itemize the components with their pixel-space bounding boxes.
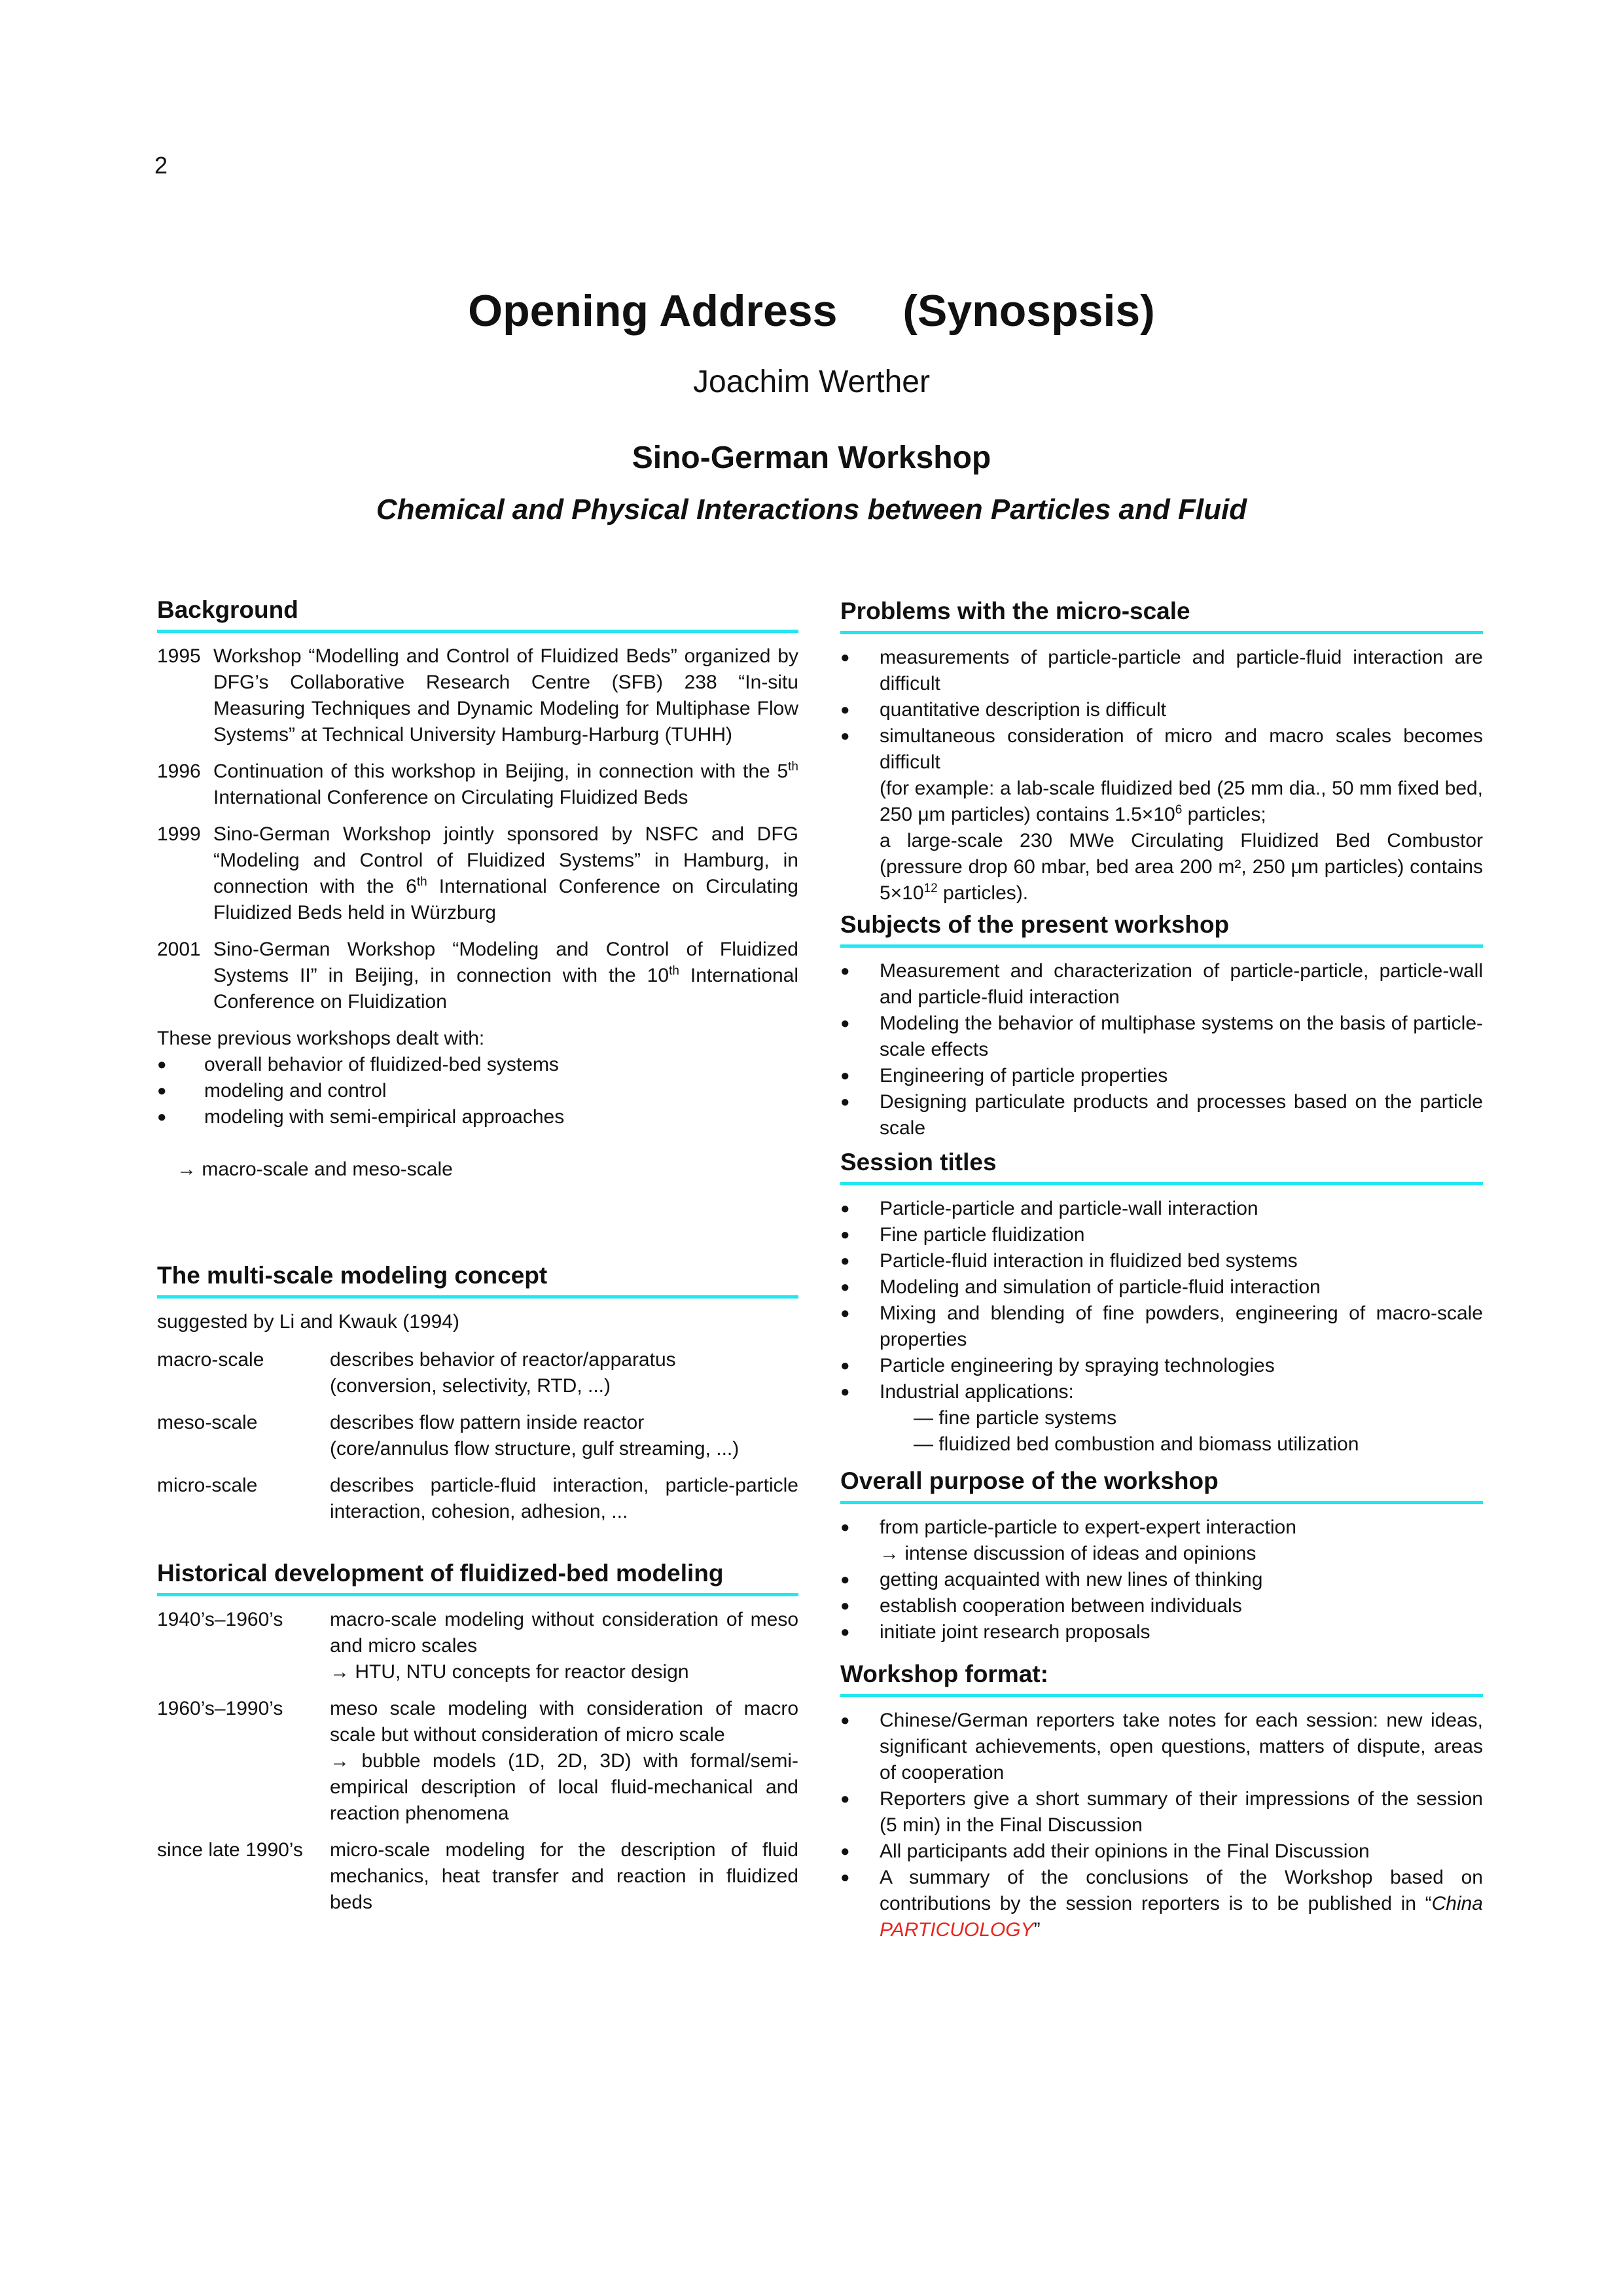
list-item: ● overall behavior of fluidized-bed systems (157, 1052, 798, 1078)
left-column (157, 596, 798, 1926)
list-item: ● Fine particle fluidization (840, 1222, 1483, 1248)
format-heading: Workshop format: (840, 1660, 1483, 1697)
list-item: ● Mixing and blending of fine powders, engineering of macro-scale properties (840, 1300, 1483, 1353)
history-period: 1960’s–1990’s (157, 1698, 283, 1719)
history-row: since late 1990’s micro-scale modeling for the description of fluid mechanics, heat transfer and reaction in fluidized beds (157, 1837, 798, 1916)
page-number: 2 (154, 152, 168, 179)
list-item: ● simultaneous consideration of micro and macro scales becomes difficult (for example: a lab-scale fluidized bed (25 mm dia., 50 mm fixed bed, 250 μm particles) contains $1.5\times 10^6$ particles; a large-scale 230 MWe Circulating Fluidized Bed Combustor (pressure drop 60 mbar, bed area 200 m², 250 μm particles) contains $5\times 10^{12}$ particles). (840, 723, 1483, 906)
journal-name: PARTICUOLOGY (880, 1919, 1034, 1941)
author: Joachim Werther (693, 365, 930, 399)
history-row: 1960’s–1990’s meso scale modeling with consideration of macro scale but without consideration of micro scale → bubble models (1D, 2D, 3D) with formal/semi-empirical description of local fluid-mechanical and reaction phenomena (157, 1696, 798, 1827)
background-heading: Background (157, 596, 798, 633)
history-period: since late 1990’s (157, 1839, 303, 1861)
workshop-title: Sino-German Workshop (632, 440, 991, 475)
title-paren: (Synospsis) (902, 286, 1155, 336)
workshop-theme: Chemical and Physical Interactions between Particles and Fluid (376, 493, 1247, 526)
entry-text: Continuation of this workshop in Beijing, in connection with the 5th International Conference on Circulating Fluidized Beds (213, 760, 798, 808)
list-item: ● establish cooperation between individuals (840, 1593, 1483, 1619)
page-title (0, 285, 1623, 336)
scale-term: meso-scale (157, 1412, 258, 1433)
purpose-list (840, 1515, 1483, 1645)
list-item: ● Industrial applications: (840, 1379, 1483, 1405)
list-item: ● Chinese/German reporters take notes for each session: new ideas, significant achievements, open questions, matters of dispute, areas of cooperation (840, 1708, 1483, 1786)
journal-prefix: China (1431, 1893, 1483, 1914)
subjects-list (840, 958, 1483, 1141)
sessions-list (840, 1196, 1483, 1405)
entry-text: Sino-German Workshop “Modeling and Control of Fluidized Systems II” in Beijing, in connection with the 10th International Conference on Fluidization (213, 939, 799, 1013)
list-item: ● modeling and control (157, 1078, 798, 1104)
entry-year: 1995 (157, 645, 201, 667)
problems-list (840, 645, 1483, 906)
title-main: Opening Address (468, 286, 838, 336)
entry-text: Sino-German Workshop jointly sponsored by NSFC and DFG “Modeling and Control of Fluidized Systems” in Hamburg, in connection with the 6th International Conference on Circulating Fluidized Beds held in Würzburg (213, 823, 798, 924)
list-item: ● Modeling and simulation of particle-fluid interaction (840, 1274, 1483, 1300)
list-item: ● from particle-particle to expert-expert interaction → intense discussion of ideas and opinions (840, 1515, 1483, 1567)
scale-row: macro-scale describes behavior of reactor/apparatus (conversion, selectivity, RTD, ...) (157, 1347, 798, 1399)
scale-term: micro-scale (157, 1475, 258, 1496)
list-item: ● modeling with semi-empirical approaches (157, 1104, 798, 1130)
list-item: ● Engineering of particle properties (840, 1063, 1483, 1089)
entry-year: 1999 (157, 823, 201, 845)
suggested-by: suggested by Li and Kwauk (1994) (157, 1311, 459, 1333)
background-entry (157, 821, 798, 926)
problems-heading: Problems with the micro-scale (840, 597, 1483, 634)
purpose-heading: Overall purpose of the workshop (840, 1467, 1483, 1504)
list-item: ● initiate joint research proposals (840, 1619, 1483, 1645)
list-item: ● A summary of the conclusions of the Workshop based on contributions by the session reporters is to be published in “China PARTICUOLOGY” (840, 1865, 1483, 1943)
multiscale-heading: The multi-scale modeling concept (157, 1261, 798, 1299)
list-item: ● Particle engineering by spraying technologies (840, 1353, 1483, 1379)
background-list (157, 1052, 798, 1130)
list-item: ● Designing particulate products and processes based on the particle scale (840, 1089, 1483, 1141)
history-period: 1940’s–1960’s (157, 1609, 283, 1630)
sub-item: — fine particle systems (914, 1407, 1117, 1429)
background-intro: These previous workshops dealt with: (157, 1028, 485, 1049)
list-item: ● Reporters give a short summary of their impressions of the session (5 min) in the Final Discussion (840, 1786, 1483, 1839)
list-item: ● Particle-particle and particle-wall interaction (840, 1196, 1483, 1222)
history-row: 1940’s–1960’s macro-scale modeling without consideration of meso and micro scales → HTU, NTU concepts for reactor design (157, 1607, 798, 1685)
list-item: ● Particle-fluid interaction in fluidized bed systems (840, 1248, 1483, 1274)
list-item: ● quantitative description is difficult (840, 697, 1483, 723)
background-entry (157, 937, 798, 1015)
list-item: ● Measurement and characterization of particle-particle, particle-wall and particle-fluid interaction (840, 958, 1483, 1011)
sub-item: — fluidized bed combustion and biomass utilization (914, 1433, 1359, 1455)
entry-year: 1996 (157, 761, 201, 782)
format-list (840, 1708, 1483, 1943)
arrow-note: → macro-scale and meso-scale (177, 1158, 453, 1180)
scale-term: macro-scale (157, 1349, 264, 1371)
list-item: ● getting acquainted with new lines of thinking (840, 1567, 1483, 1593)
subjects-heading: Subjects of the present workshop (840, 910, 1483, 948)
scale-row: micro-scale describes particle-fluid interaction, particle-particle interaction, cohesion, adhesion, ... (157, 1473, 798, 1525)
scale-row: meso-scale describes flow pattern inside reactor (core/annulus flow structure, gulf streaming, ...) (157, 1410, 798, 1462)
right-column (840, 597, 1483, 1943)
entry-year: 2001 (157, 939, 201, 960)
background-entry (157, 759, 798, 811)
list-item: ● measurements of particle-particle and particle-fluid interaction are difficult (840, 645, 1483, 697)
background-entry (157, 643, 798, 748)
historical-heading: Historical development of fluidized-bed modeling (157, 1559, 798, 1596)
list-item: ● All participants add their opinions in the Final Discussion (840, 1839, 1483, 1865)
entry-text: Workshop “Modelling and Control of Fluidized Beds” organized by DFG’s Collaborative Research Centre (SFB) 238 “In-situ Measuring Techniques and Dynamic Modeling for Multiphase Flow Systems” at Technical University Hamburg-Harburg (TUHH) (213, 645, 798, 745)
sessions-heading: Session titles (840, 1148, 1483, 1185)
list-item: ● Modeling the behavior of multiphase systems on the basis of particle-scale effects (840, 1011, 1483, 1063)
